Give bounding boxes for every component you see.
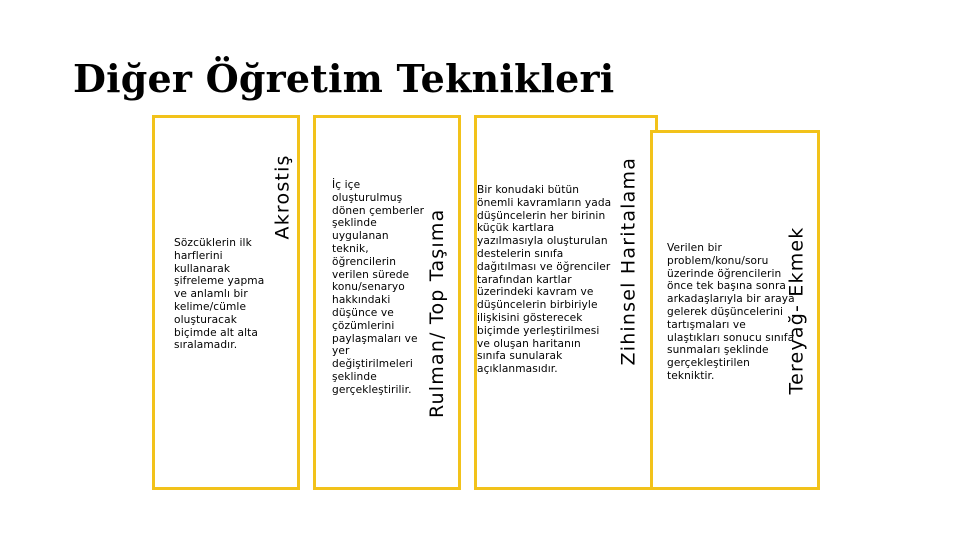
card-rulman-heading: Rulman/ Top Taşıma (426, 208, 448, 418)
card-akrostis-text: Sözcüklerin ilk harflerini kullanarak şifreleme yapma ve anlamlı bir kelime/cümle oluşturacak biçimde alt alta sıralamadır. (174, 237, 265, 352)
card-zihinsel-text: Bir konudaki bütün önemli kavramların yada düşüncelerin her birinin küçük kartlara yazılmasıyla oluşturulan destelerin sınıfa dağıtılması ve öğrenciler tarafından kartlar üzerindeki kavram ve düşüncelerin birbiriyle ilişkisini gösterecek biçimde yerleştirilmesi ve oluşan haritanın sınıfa sunularak açıklanmasıdır. (477, 184, 612, 376)
slide-title: Diğer Öğretim Teknikleri (73, 56, 615, 101)
card-zihinsel-heading: Zihinsel Haritalama (617, 156, 640, 366)
card-tereyag-heading: Tereyağ- Ekmek (785, 226, 808, 395)
card-rulman-text: İç içe oluşturulmuş dönen çemberler şeklinde uygulanan teknik, öğrencilerin verilen sürede konu/senaryo hakkındaki düşünce ve çözümlerini paylaşmaları ve yer değiştirilmeleri şeklinde gerçekleştirilir. (332, 179, 425, 396)
card-tereyag-text: Verilen bir problem/konu/soru üzerinde öğrencilerin önce tek başına sonra arkadaşlarıyla bir araya gelerek düşüncelerini tartışmaları ve ulaştıkları sonucu sınıfa sunmaları şeklinde gerçekleştirilen tekniktir. (667, 242, 795, 382)
card-akrostis-heading: Akrostiş (271, 154, 294, 240)
